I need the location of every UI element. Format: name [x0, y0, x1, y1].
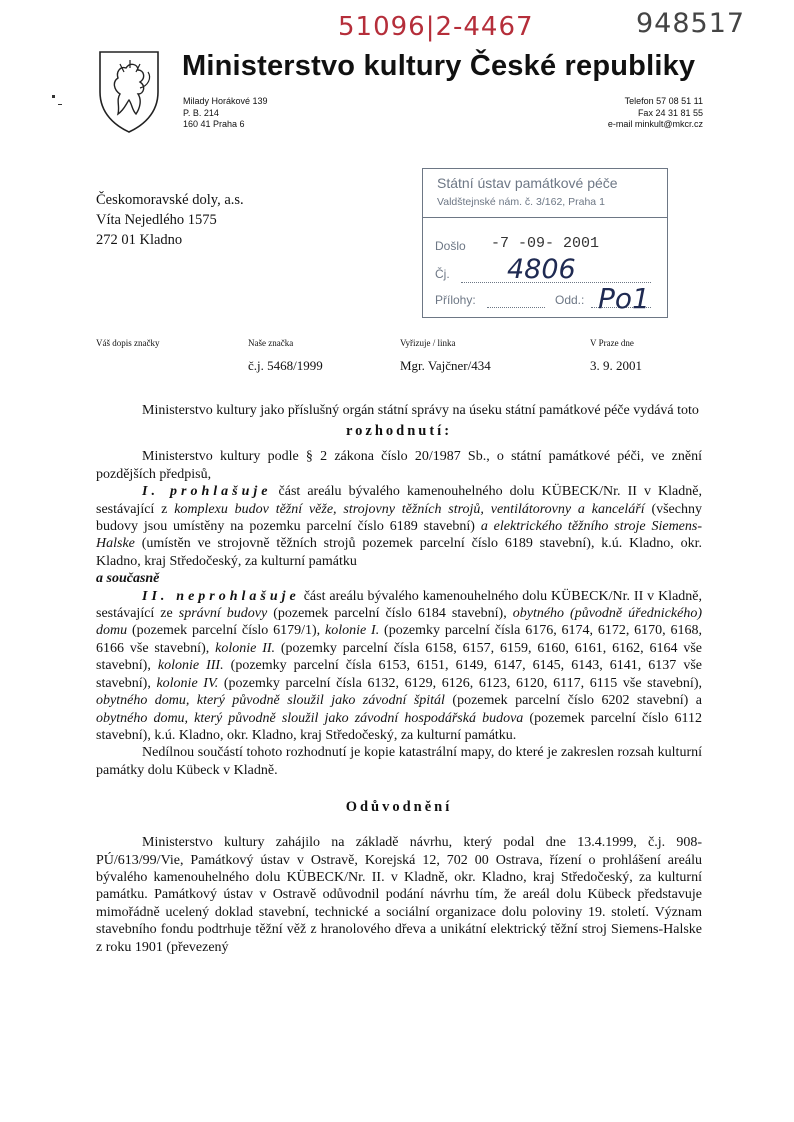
phone: Telefon 57 08 51 11: [624, 96, 703, 106]
reasoning-heading: Odůvodnění: [345, 799, 453, 816]
stamp-received-label: Došlo: [435, 239, 466, 253]
our-ref-label: Naše značka: [248, 338, 294, 348]
text-run: část areálu bývalého kamenouhelného dolu KÜBECK/Nr. II v Kladně, sestávající ze: [96, 588, 702, 622]
legal-basis-paragraph: Ministerstvo kultury podle § 2 zákona číslo 20/1987 Sb., o státní památkové péči, ve znění pozdějších předpisů,: [96, 449, 702, 482]
text-run: kolonie II.: [215, 640, 276, 656]
text-run: kolonie IV.: [156, 675, 219, 691]
recipient-line: Českomoravské doly, a.s.: [96, 192, 244, 208]
letter-body: [96, 402, 702, 956]
text-run: a současně: [96, 571, 160, 587]
fax: Fax 24 31 81 55: [637, 107, 703, 118]
text-run: komplexu budov těžní věže, strojovny těžních strojů, ventilátorovny a kanceláří: [174, 501, 645, 517]
recipient-line: 272 01 Kladno: [96, 232, 183, 248]
date-value: 3. 9. 2001: [590, 358, 642, 373]
stamp-address: Valdštejnské nám. č. 3/162, Praha 1: [437, 196, 605, 208]
our-ref-value: č.j. 5468/1999: [248, 358, 323, 373]
handwritten-number: 948517: [636, 8, 746, 39]
stamp-dept-label: Odd.:: [555, 293, 585, 307]
declaration-section-2: [96, 588, 702, 745]
handled-by-label: Vyřizuje / linka: [400, 338, 456, 348]
handwritten-initials: Po1: [598, 282, 650, 315]
coat-of-arms-icon: [96, 48, 162, 139]
stamp-org: Státní ústav památkové péče: [437, 175, 618, 191]
ministry-contact: [608, 96, 703, 131]
text-run: kolonie III.: [157, 658, 224, 674]
text-run: (pozemky parcelní čísla 6153, 6151, 6149, 6147, 6145, 6143, 6141, 6137 vše stavební),: [96, 658, 702, 691]
decision-heading: rozhodnutí:: [345, 423, 453, 440]
text-run: (pozemky parcelní čísla 6176, 6174, 6172, 6170, 6168, 6166 vše stavební),: [96, 623, 703, 656]
stamp-received-date: -7 -09- 2001: [491, 235, 600, 252]
recipient-line: Víta Nejedlého 1575: [96, 212, 217, 228]
text-run: a elektrického těžního stroje Siemens-Halske: [96, 519, 703, 552]
section-2-mark: II. neprohlašuje: [142, 588, 300, 604]
text-run: (pozemek parcelní číslo 6112 stavební), k.ú. Kladno, okr. Kladno, kraj Středočeský, za kulturní památku.: [96, 710, 703, 743]
section-1-mark: I. prohlašuje: [142, 484, 272, 500]
stamp-attachments-label: Přílohy:: [435, 293, 476, 307]
address-line: Milady Horákové 139: [183, 96, 268, 106]
text-run: (pozemek parcelní číslo 6179/1),: [127, 623, 326, 639]
text-run: obytného (původně úřednického) domu: [96, 606, 702, 639]
handwritten-ref-number: 4806: [507, 254, 576, 285]
recipient-address: [96, 190, 244, 250]
date-label: V Praze dne: [590, 338, 634, 348]
text-run: (umístěn ve strojovně těžních strojů pozemek parcelní číslo 6189 stavební), k.ú. Kladno, okr. Kladno, kraj Středočeský, za kulturní památku: [96, 536, 702, 569]
text-run: obytného domu, který původně sloužil jako závodní hospodářská budova: [96, 710, 524, 726]
your-ref-label: Váš dopis značky: [96, 338, 160, 348]
ministry-address: [183, 96, 268, 131]
address-line: P. B. 214: [183, 107, 219, 118]
text-run: správní budovy: [178, 606, 268, 622]
address-line: 160 41 Praha 6: [183, 119, 245, 129]
scan-speck: [52, 95, 55, 98]
scan-speck: [58, 104, 62, 105]
handled-by-value: Mgr. Vajčner/434: [400, 358, 491, 373]
ministry-title: Ministerstvo kultury České republiky: [182, 50, 696, 82]
text-run: (pozemky parcelní čísla 6132, 6129, 6126, 6123, 6120, 6117, 6115 vše stavební),: [218, 675, 702, 691]
intro-paragraph: Ministerstvo kultury jako příslušný orgán státní správy na úseku státní památkové péče vydává toto: [142, 403, 699, 418]
reasoning-paragraph: Ministerstvo kultury zahájilo na základě návrhu, který podal dne 13.4.1999, č.j. 908-PÚ/613/99/Vie, Památkový ústav v Ostravě, Korejská 12, 702 00 Ostrava, řízení o prohlášení areálu bývalého kamenouhelného dolu KÜBECK/Nr. II. v Kladně, okr. Kladno, kraj Středočeský, za kulturní památku. Památkový ústav v Ostravě odůvodnil podání návrhu tím, že areál dolu Kübeck představuje mimořádně ucelený doklad stavební, technické a sociální organizace dolu poloviny 19. století. Význam stavebního fondu podtrhuje těžní věž z hranolového dřeva a unikátní elektrický těžní stroj Siemens-Halske z roku 1901 (převezený: [96, 835, 702, 955]
map-paragraph: Nedílnou součástí tohoto rozhodnutí je kopie katastrální mapy, do které je zakreslen rozsah kulturní památky dolu Kübeck v Kladně.: [96, 745, 702, 778]
text-run: (pozemky parcelní čísla 6158, 6157, 6159, 6160, 6161, 6162, 6164 vše stavební),: [96, 640, 702, 674]
text-run: (pozemek parcelní číslo 6184 stavební),: [267, 606, 513, 622]
text-run: kolonie I.: [325, 623, 380, 639]
text-run: obytného domu, který původně sloužil jako závodní špitál: [96, 693, 445, 709]
handwritten-registry-number: 51096|2-4467: [338, 12, 534, 42]
text-run: (pozemek parcelní číslo 6202 stavební) a: [444, 693, 702, 709]
stamp-ref-label: Čj.: [435, 267, 450, 281]
text-run: (všechny budovy jsou umístěny na pozemku parcelní číslo 6189 stavební): [96, 501, 702, 535]
email: e-mail minkult@mkcr.cz: [607, 119, 703, 129]
text-run: část areálu bývalého kamenouhelného dolu KÜBECK/Nr. II v Kladně, sestávající z: [96, 484, 702, 517]
declaration-section-1: [96, 483, 702, 587]
